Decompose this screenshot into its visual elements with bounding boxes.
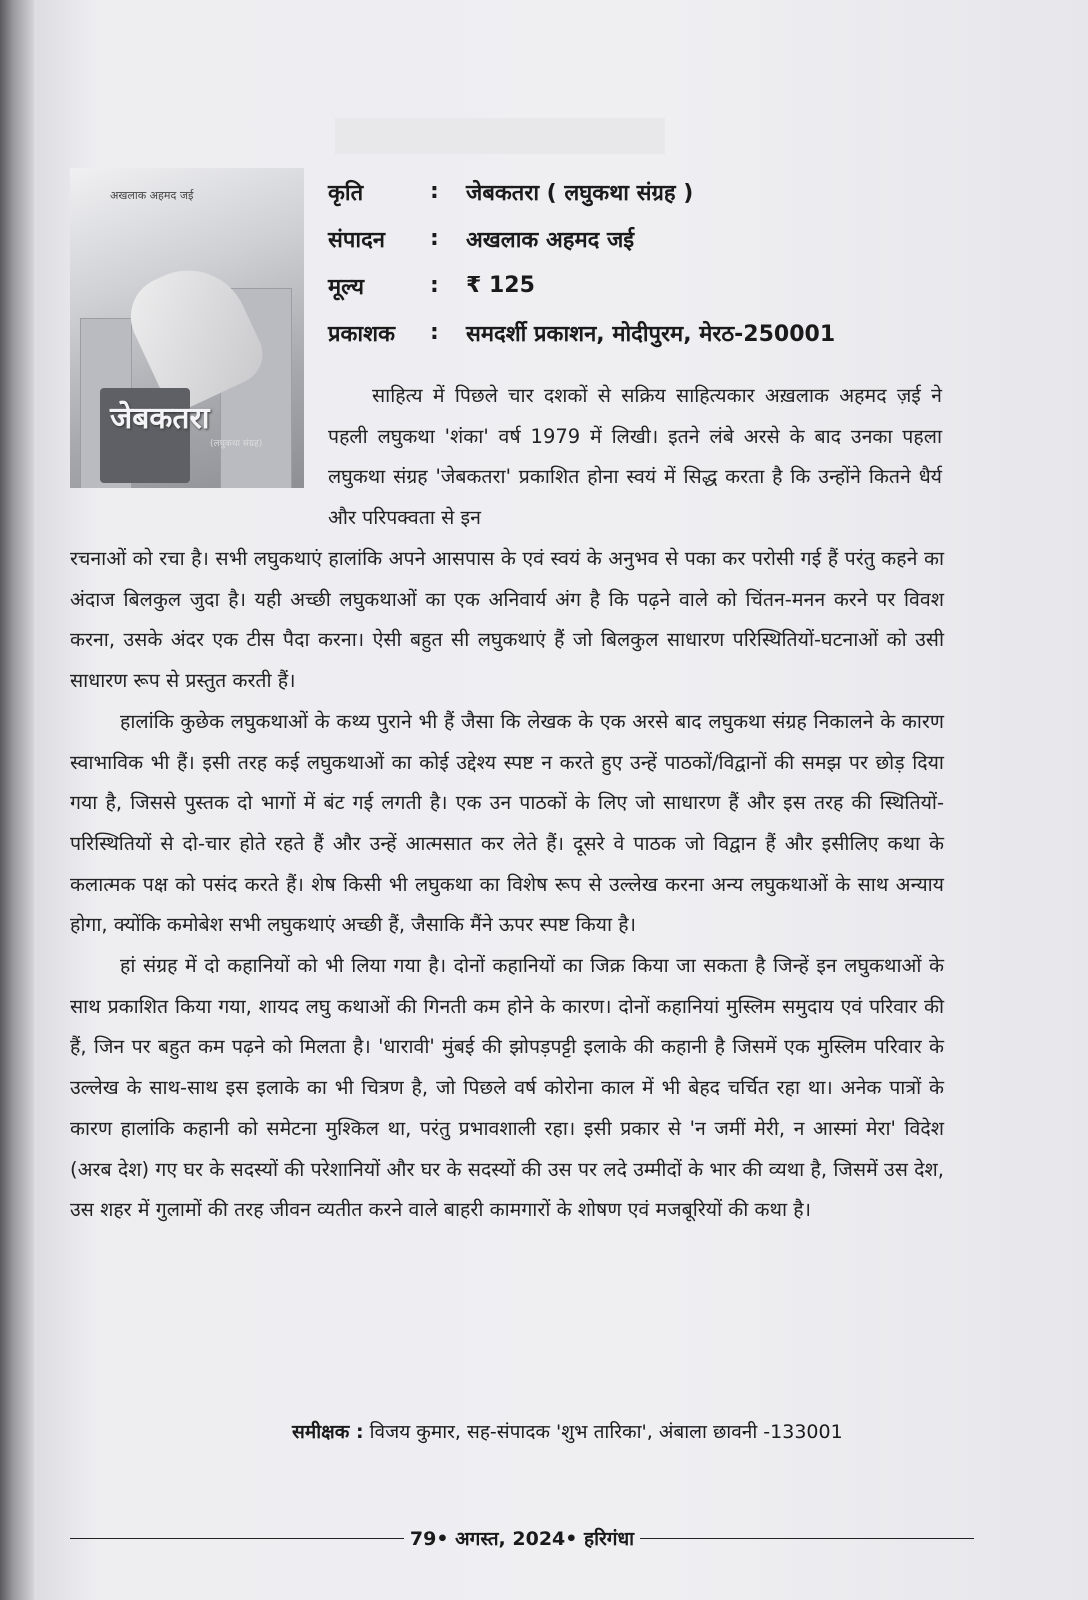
book-details [328,168,928,356]
reviewer-name: विजय कुमार, सह-संपादक 'शुभ तारिका', अंबाला छावनी -133001 [369,1421,843,1443]
detail-separator: : [430,179,439,204]
detail-row-publisher [328,309,928,356]
cover-author: अखलाक अहमद जई [110,189,194,202]
detail-row-price [328,262,928,309]
detail-separator: : [430,273,439,298]
body-paragraph: हां संग्रह में दो कहानियों को भी लिया गया है। दोनों कहानियों का जिक्र किया जा सकता है जिन्हें इन लघुकथाओं के साथ प्रकाशित किया गया, शायद लघु कथाओं की गिनती कम होने के कारण। दोनों कहानियां मुस्लिम समुदाय एवं परिवार की हैं, जिन पर बहुत कम पढ़ने को मिलता है। 'धारावी' मुंबई की झोपड़पट्टी इलाके की कहानी है जिसमें एक मुस्लिम परिवार के उल्लेख के साथ-साथ इस इलाके का भी चित्रण है, जो पिछले वर्ष कोरोना काल में भी बेहद चर्चित रहा था। अनेक पात्रों के कारण हालांकि कहानी को समेटना मुश्किल था, परंतु प्रभावशाली रहा। इसी प्रकार से 'न जमीं मेरी, न आस्मां मेरा' विदेश (अरब देश) गए घर के सदस्यों की परेशानियों और घर के सदस्यों की उस पर लदे उम्मीदों के भार की व्यथा है, जिसमें उस देश, उस शहर में गुलामों की तरह जीवन व्यतीत करने वाले बाहरी कामगारों के शोषण एवं मजबूरियों की कथा है। [70,954,944,1222]
detail-row-editor [328,215,928,262]
detail-separator: : [430,226,439,251]
body-paragraph: रचनाओं को रचा है। सभी लघुकथाएं हालांकि अपने आसपास के एवं स्वयं के अनुभव से पका कर परोसी गई हैं परंतु कहने का अंदाज बिलकुल जुदा है। यही अच्छी लघुकथाओं का एक अनिवार्य अंग है कि पढ़ने वाले को चिंतन-मनन करने पर विवश करना, उसके अंदर एक टीस पैदा करना। ऐसी बहुत सी लघुकथाएं हैं जो बिलकुल साधारण परिस्थितियों-घटनाओं को उसी साधारण रूप से प्रस्तुत करती हैं। [70,547,944,693]
detail-label: संपादन [328,227,385,253]
intro-paragraph-block [328,376,942,539]
footer-text: 79• अगस्त, 2024• हरिगंधा [409,1528,635,1550]
body-paragraph: हालांकि कुछेक लघुकथाओं के कथ्य पुराने भी हैं जैसा कि लेखक के एक अरसे बाद लघुकथा संग्रह निकालने के कारण स्वाभाविक भी हैं। इसी तरह कई लघुकथाओं का कोई उद्देश्य स्पष्ट न करते हुए उन्हें पाठकों/विद्वानों की समझ पर छोड़ दिया गया है, जिससे पुस्तक दो भागों में बंट गई लगती है। एक उन पाठकों के लिए जो साधारण हैं और इस तरह की स्थितियों-परिस्थितियों से दो-चार होते रहते हैं और उन्हें आत्मसात कर लेते हैं। दूसरे वे पाठक जो विद्वान हैं और इसीलिए कथा के कलात्मक पक्ष को पसंद करते हैं। शेष किसी भी लघुकथा का विशेष रूप से उल्लेख करना अन्य लघुकथाओं के साथ अन्याय होगा, क्योंकि कमोबेश सभी लघुकथाएं अच्छी हैं, जैसाकि मैंने ऊपर स्पष्ट किया है। [70,709,944,937]
detail-value: ₹ 125 [466,273,535,298]
detail-value: समदर्शी प्रकाशन, मोदीपुरम, मेरठ-250001 [466,321,836,347]
detail-separator: : [430,320,439,345]
detail-label: मूल्य [328,274,364,300]
page-footer [70,1523,974,1553]
review-body [70,539,944,1231]
reviewer-credit [292,1418,972,1444]
book-gutter [0,0,34,1600]
footer-rule-right [640,1538,974,1539]
detail-label: कृति [328,180,364,206]
detail-value: जेबकतरा ( लघुकथा संग्रह ) [466,180,694,206]
book-cover-image [70,168,304,488]
intro-paragraph: साहित्य में पिछले चार दशकों से सक्रिय साहित्यकार अख़लाक अहमद ज़ई ने पहली लघुकथा 'शंका' वर्ष 1979 में लिखी। इतने लंबे अरसे के बाद उनका पहला लघुकथा संग्रह 'जेबकतरा' प्रकाशित होना स्वयं में सिद्ध करता है कि उन्होंने कितने धैर्य और परिपक्वता से इन [328,384,942,530]
cover-title: जेबकतरा [110,401,210,436]
reviewer-label: समीक्षक : [292,1421,364,1443]
detail-label: प्रकाशक [328,321,395,347]
footer-rule-left [70,1538,404,1539]
bleed-through-shadow [335,118,665,154]
detail-row-title [328,168,928,215]
detail-value: अखलाक अहमद जई [466,227,635,253]
cover-subtitle: (लघुकथा संग्रह) [210,439,263,449]
